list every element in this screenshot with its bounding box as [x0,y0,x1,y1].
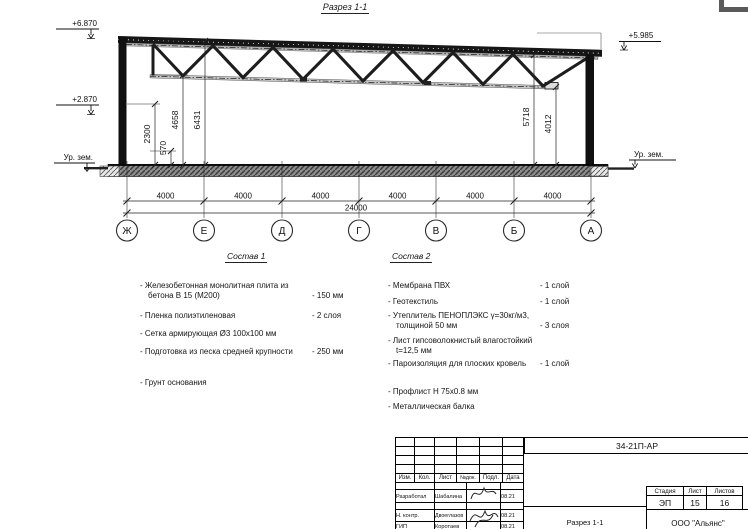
bay-dim: 4000 [466,192,484,201]
elevation-value: +6.870 [72,19,97,28]
axis-label: Д [279,226,286,237]
column-right [586,55,595,168]
doc-code: 34-21П-АР [524,438,748,454]
sign-role: Н. контр. [396,510,435,522]
title-block [395,437,748,529]
elevation-mark-ground-right [629,150,676,168]
list-item: - Профлист Н 75х0.8 мм [388,387,643,397]
composition-2-title: Состав 2 [390,252,432,262]
list-item: - Подготовка из песка средней крупности - 250 мм [140,347,385,357]
col-header: №док. [457,474,480,483]
total-dim: 24000 [345,204,368,213]
dim-5718: 5718 [521,107,531,126]
axis-label: Б [511,226,518,237]
dim-6431: 6431 [192,110,202,129]
sign-date: 08.21 [501,490,524,503]
elevation-value: +5.985 [629,31,654,40]
composition-1-title: Состав 1 [225,252,267,262]
stage-header: Листов [707,486,743,495]
signature-strokes [467,483,501,529]
sign-date: 08.21 [501,510,524,522]
axis-bubbles [117,220,602,241]
axis-label: Г [356,226,362,237]
sign-date: 08.21 [501,522,524,529]
column-left [119,37,127,168]
dim-570: 570 [158,141,168,155]
elevation-value: +2.870 [72,95,97,104]
elevation-mark-ground-left [54,153,95,172]
bay-dim: 4000 [157,192,175,201]
list-item: - Пленка полиэтиленовая - 2 слоя [140,311,385,321]
col-header: Дата [503,474,524,483]
sign-name: Коротаев [435,522,467,529]
sign-role: Разработал [396,490,435,503]
bay-dim: 4000 [312,192,330,201]
stage-header: Лист [684,486,707,495]
sign-role: ГИП [396,522,435,529]
sign-name: Двоеглазов [435,510,467,522]
sheet-number: 15 [684,495,707,509]
sheet-count: 16 [707,495,743,509]
axis-label: В [433,226,440,237]
dim-4012: 4012 [543,114,553,133]
bay-dim: 4000 [234,192,252,201]
axis-label: А [588,226,595,237]
list-item: - Грунт основания [140,378,385,388]
section-title: Разрез 1-1 [303,2,387,12]
sign-name: Шабалина [435,490,467,503]
axis-label: Ж [122,226,132,237]
list-item: - Металлическая балка [388,402,643,412]
list-item: - Мембрана ПВХ - 1 слой [388,281,643,291]
stage-value: ЭП [646,495,684,509]
list-item: - Утеплитель ПЕНОПЛЭКС γ=30кг/м3, толщиной 50 мм - 3 слоя [388,311,643,330]
elevation-mark-top-left [56,19,99,39]
elevation-value: Ур. зем. [634,150,663,159]
elevation-mark-mid-left [56,95,99,115]
composition-list-1 [140,248,385,408]
list-item: - Лист гипсоволокнистый влагостойкий t=12,5 мм [388,336,643,355]
bay-dim: 4000 [544,192,562,201]
list-item: - Сетка армирующая Ø3 100х100 мм [140,329,385,339]
list-item: - Пароизоляция для плоских кровель - 1 слой [388,359,643,369]
bay-dim: 4000 [389,192,407,201]
col-header: Изм. [396,474,415,483]
roof-assembly [118,36,602,60]
dim-4658: 4658 [170,110,180,129]
elevation-mark-top-right [619,31,661,50]
stage-header: Стадия [646,486,684,495]
list-item: - Геотекстиль - 1 слой [388,297,643,307]
dim-2300: 2300 [142,124,152,143]
col-header: Лист [435,474,457,483]
list-item: - Железобетонная монолитная плита из бетона В 15 (М200) - 150 мм [140,281,385,300]
col-header: Кол. [415,474,435,483]
composition-list-2 [388,248,643,428]
elevation-value: Ур. зем. [64,153,93,162]
reference-lines [537,33,601,49]
col-header: Подл. [480,474,503,483]
sheet-title: Разрез 1-1 [524,506,646,529]
axis-label: Е [201,226,208,237]
company-name: ООО "Альянс" [646,509,748,529]
revision-grid [396,438,524,474]
